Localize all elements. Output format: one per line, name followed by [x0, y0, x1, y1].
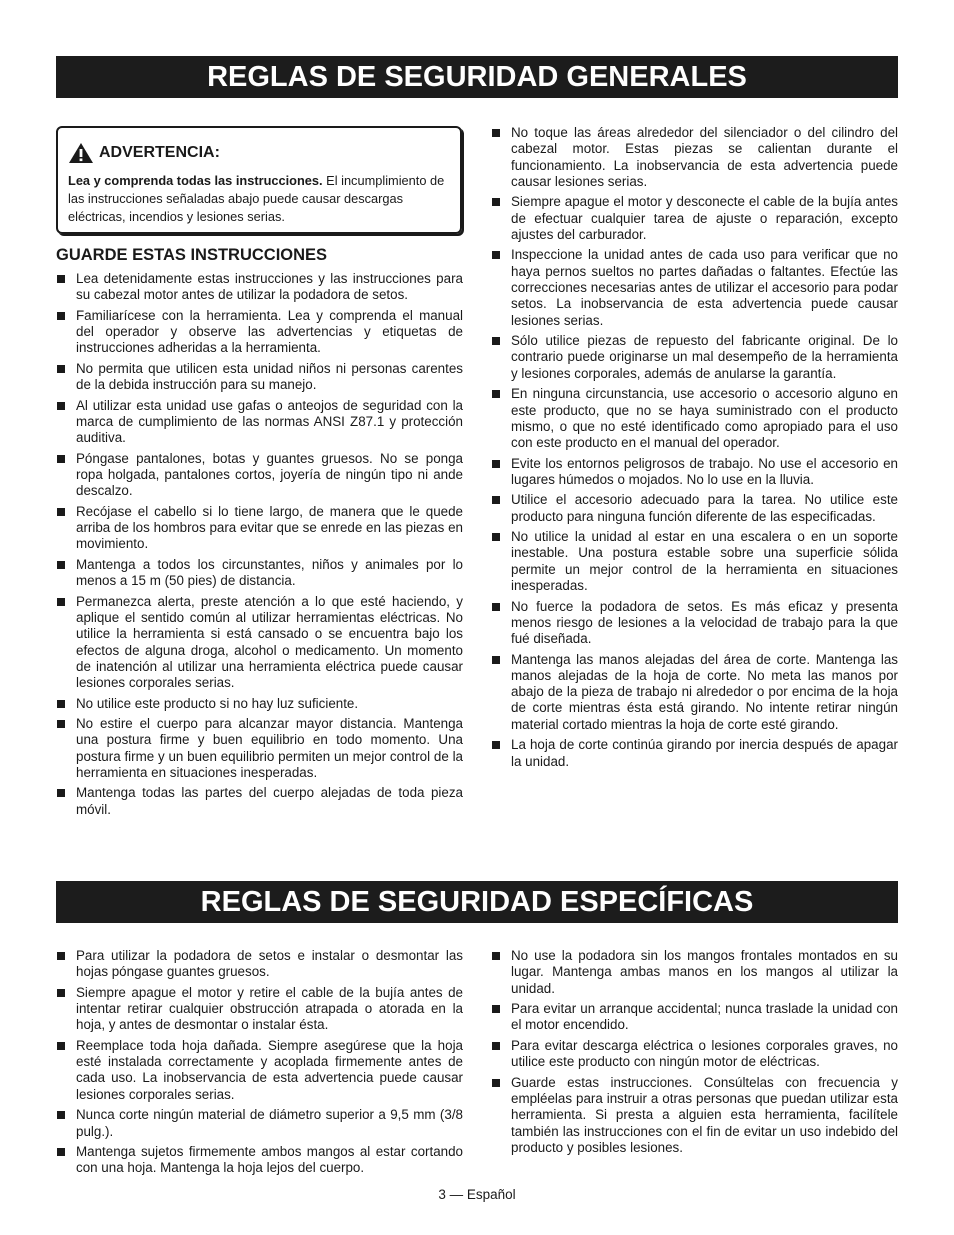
square-bullet-icon — [57, 275, 65, 283]
list-item-text: No permita que utilicen esta unidad niños ni personas carentes de la debida instrucción para su manejo. — [76, 360, 463, 393]
list-item-text: En ninguna circunstancia, use accesorio o accesorio alguno en este producto, que no se haya suministrado con el producto mismo, o que no esté identificado como apropiado para el uso con este producto en el manual del operador. — [511, 386, 898, 451]
list-item — [491, 492, 898, 525]
list-item-text: Utilice el accesorio adecuado para la tarea. No utilice este producto para ninguna función diferente de las especificadas. — [511, 492, 898, 524]
list-item-text: Mantenga sujetos firmemente ambos mangos al estar cortando con una hoja. Mantenga la hoja lejos del cuerpo. — [76, 1144, 463, 1176]
list-item — [56, 785, 463, 818]
list-item-text: No fuerce la podadora de setos. Es más eficaz y presenta menos riesgo de lesiones a la velocidad de trabajo para la que fué diseñada. — [511, 598, 898, 647]
square-bullet-icon — [57, 720, 65, 728]
list-item — [491, 1001, 898, 1034]
list-item — [491, 194, 898, 243]
list-item — [56, 398, 463, 447]
general-rules-left-column — [56, 271, 463, 822]
specific-rules-left-column — [56, 948, 463, 1181]
list-item — [56, 1144, 463, 1177]
square-bullet-icon — [57, 508, 65, 516]
list-item — [56, 504, 463, 553]
warning-box — [56, 126, 462, 234]
square-bullet-icon — [57, 312, 65, 320]
square-bullet-icon — [492, 952, 500, 960]
warning-title: ADVERTENCIA: — [99, 144, 220, 161]
square-bullet-icon — [57, 455, 65, 463]
list-item-text: Póngase pantalones, botas y guantes gruesos. No se ponga ropa holgada, pantalones cortos, joyería de ningún tipo ni ande descalzo. — [76, 450, 463, 499]
warning-header — [68, 142, 450, 164]
list-item-text: No use la podadora sin los mangos frontales montados en su lugar. Mantenga ambas manos en los mangos al utilizar la unidad. — [511, 948, 898, 996]
list-item — [491, 529, 898, 594]
square-bullet-icon — [492, 251, 500, 259]
section-title-specific: REGLAS DE SEGURIDAD ESPECÍFICAS — [56, 881, 898, 923]
list-item — [491, 1075, 898, 1156]
section-title-general: REGLAS DE SEGURIDAD GENERALES — [56, 56, 898, 98]
guard-instructions-title: GUARDE ESTAS INSTRUCCIONES — [56, 246, 328, 264]
list-item-text: Guarde estas instrucciones. Consúltelas con frecuencia y empléelas para instruir a otras personas que puedan utilizar esta herramienta. Si presta a alguien esta herramienta, facilítele también las instrucciones con el fin de evitar un uso indebido del producto y posibles lesiones. — [511, 1074, 898, 1155]
square-bullet-icon — [57, 365, 65, 373]
list-item-text: Nunca corte ningún material de diámetro superior a 9,5 mm (3/8 pulg.). — [76, 1107, 463, 1139]
list-item — [56, 308, 463, 357]
list-item-text: No estire el cuerpo para alcanzar mayor distancia. Mantenga una postura firme y buen equilibrio en todo momento. Una postura firme y un buen equilibrio permiten un mejor control de la herramienta en situaciones inesperadas. — [76, 716, 463, 780]
list-item-text: Para evitar descarga eléctrica o lesiones corporales graves, no utilice este producto con ningún motor de eléctricas. — [511, 1037, 898, 1070]
square-bullet-icon — [57, 789, 65, 797]
list-item — [491, 456, 898, 489]
square-bullet-icon — [57, 402, 65, 410]
list-item — [56, 451, 463, 500]
square-bullet-icon — [492, 390, 500, 398]
square-bullet-icon — [492, 1079, 500, 1087]
list-item-text: Familiarícese con la herramienta. Lea y comprenda el manual del operador y observe las advertencias y etiquetas de instrucciones adheridas a la herramienta. — [76, 307, 463, 356]
list-item-text: Reemplace toda hoja dañada. Siempre asegúrese que la hoja esté instalada correctamente y acoplada firmemente antes de cada uso. La inobservancia de esta advertencia puede causar lesiones corporales serias. — [76, 1037, 463, 1102]
square-bullet-icon — [492, 337, 500, 345]
list-item — [56, 716, 463, 781]
square-bullet-icon — [492, 603, 500, 611]
list-item — [56, 696, 463, 712]
list-item-text: Sólo utilice piezas de repuesto del fabricante original. De lo contrario puede originarse un mal desempeño de la herramienta y lesiones corporales, además de anularse la garantía. — [511, 333, 898, 381]
warning-body-text: El incumplimiento de las instrucciones señaladas abajo puede causar descargas eléctricas, incendios y lesiones serias. — [68, 173, 445, 224]
list-item-text: Lea detenidamente estas instrucciones y las instrucciones para su cabezal motor antes de utilizar la podadora de setos. — [76, 271, 463, 303]
list-item-text: No utilice la unidad al estar en una escalera o en un soporte inestable. Una postura estable sobre una superficie sólida permite un mejor control de la herramienta en situaciones inesperadas. — [511, 529, 898, 594]
warning-triangle-icon — [68, 142, 94, 164]
general-rules-right-column — [491, 125, 898, 774]
list-item — [56, 594, 463, 692]
square-bullet-icon — [57, 1111, 65, 1119]
warning-text — [68, 172, 450, 226]
square-bullet-icon — [57, 1042, 65, 1050]
square-bullet-icon — [57, 700, 65, 708]
list-item-text: Permanezca alerta, preste atención a lo que esté haciendo, y aplique el sentido común al utilizar herramientas eléctricas. No utilice la herramienta si está cansado o se encuentra bajo los efectos de alguna droga, alcohol o medicamento. Un momento de inatención al utilizar una herramienta eléctrica puede causar lesiones corporales serias. — [76, 593, 463, 691]
list-item-text: Para evitar un arranque accidental; nunca traslade la unidad con el motor encendido. — [511, 1001, 898, 1033]
list-item-text: Inspeccione la unidad antes de cada uso para verificar que no haya pernos sueltos no partes dañadas o faltantes. Efectúe las correcciones necesarias antes de utilizar el accesorio para podar setos. La inobservancia de esta advertencia puede causar lesiones serias. — [511, 247, 898, 328]
square-bullet-icon — [492, 1005, 500, 1013]
list-item-text: Al utilizar esta unidad use gafas o anteojos de seguridad con la marca de cumplimiento de las normas ANSI Z87.1 y protección auditiva. — [76, 397, 463, 446]
warning-bold-text: Lea y comprenda todas las instrucciones. — [68, 173, 323, 188]
page-footer: 3 — Español — [438, 1187, 516, 1202]
specific-rules-right-column — [491, 948, 898, 1160]
square-bullet-icon — [492, 1042, 500, 1050]
square-bullet-icon — [492, 460, 500, 468]
square-bullet-icon — [492, 656, 500, 664]
list-item — [56, 1107, 463, 1140]
list-item-text: Mantenga todas las partes del cuerpo alejadas de toda pieza móvil. — [76, 785, 463, 817]
list-item-text: No utilice este producto si no hay luz suficiente. — [76, 695, 359, 711]
list-item-text: La hoja de corte continúa girando por inercia después de apagar la unidad. — [511, 737, 898, 769]
list-item — [491, 737, 898, 770]
square-bullet-icon — [492, 198, 500, 206]
list-item — [491, 247, 898, 328]
list-item — [491, 948, 898, 997]
square-bullet-icon — [57, 598, 65, 606]
list-item — [491, 1038, 898, 1071]
list-item-text: Para utilizar la podadora de setos e instalar o desmontar las hojas póngase guantes gruesos. — [76, 948, 463, 980]
list-item-text: Recójase el cabello si lo tiene largo, de manera que le quede arriba de los hombros para evitar que se enrede en las piezas en movimiento. — [76, 503, 463, 552]
list-item — [491, 599, 898, 648]
square-bullet-icon — [57, 561, 65, 569]
list-item-text: Mantenga las manos alejadas del área de corte. Mantenga las manos alejadas de la hoja de corte. No meta las manos por abajo de la pieza de trabajo ni alrededor o por encima de la hoja de corte mientras ésta está girando. No intente retirar ningún material cortado mientras la hoja de corte esté girando. — [511, 651, 898, 732]
list-item — [56, 1038, 463, 1103]
list-item — [56, 271, 463, 304]
square-bullet-icon — [57, 989, 65, 997]
square-bullet-icon — [492, 496, 500, 504]
list-item — [491, 125, 898, 190]
list-item-text: Evite los entornos peligrosos de trabajo. No use el accesorio en lugares húmedos o mojados. No lo use en la lluvia. — [511, 455, 898, 487]
list-item-text: Siempre apague el motor y desconecte el cable de la bujía antes de efectuar cualquier tarea de ajuste o reparación, excepto ajustes del carburador. — [511, 194, 898, 242]
list-item — [56, 948, 463, 981]
list-item — [491, 652, 898, 733]
square-bullet-icon — [492, 533, 500, 541]
list-item-text: No toque las áreas alrededor del silenciador o del cilindro del cabezal motor. Estas piezas se calientan durante el funcionamiento. La inobservancia de esta advertencia puede causar lesiones serias. — [511, 125, 898, 189]
list-item — [491, 386, 898, 451]
list-item — [56, 361, 463, 394]
list-item — [56, 557, 463, 590]
square-bullet-icon — [57, 1148, 65, 1156]
list-item — [491, 333, 898, 382]
list-item-text: Siempre apague el motor y retire el cable de la bujía antes de intentar retirar cualquier obstrucción atrapada o atorada en la hoja, y antes de desmontar o instalar ésta. — [76, 984, 463, 1033]
square-bullet-icon — [57, 952, 65, 960]
list-item-text: Mantenga a todos los circunstantes, niños y animales por lo menos a 15 m (50 pies) de distancia. — [76, 556, 463, 589]
square-bullet-icon — [492, 129, 500, 137]
square-bullet-icon — [492, 741, 500, 749]
list-item — [56, 985, 463, 1034]
